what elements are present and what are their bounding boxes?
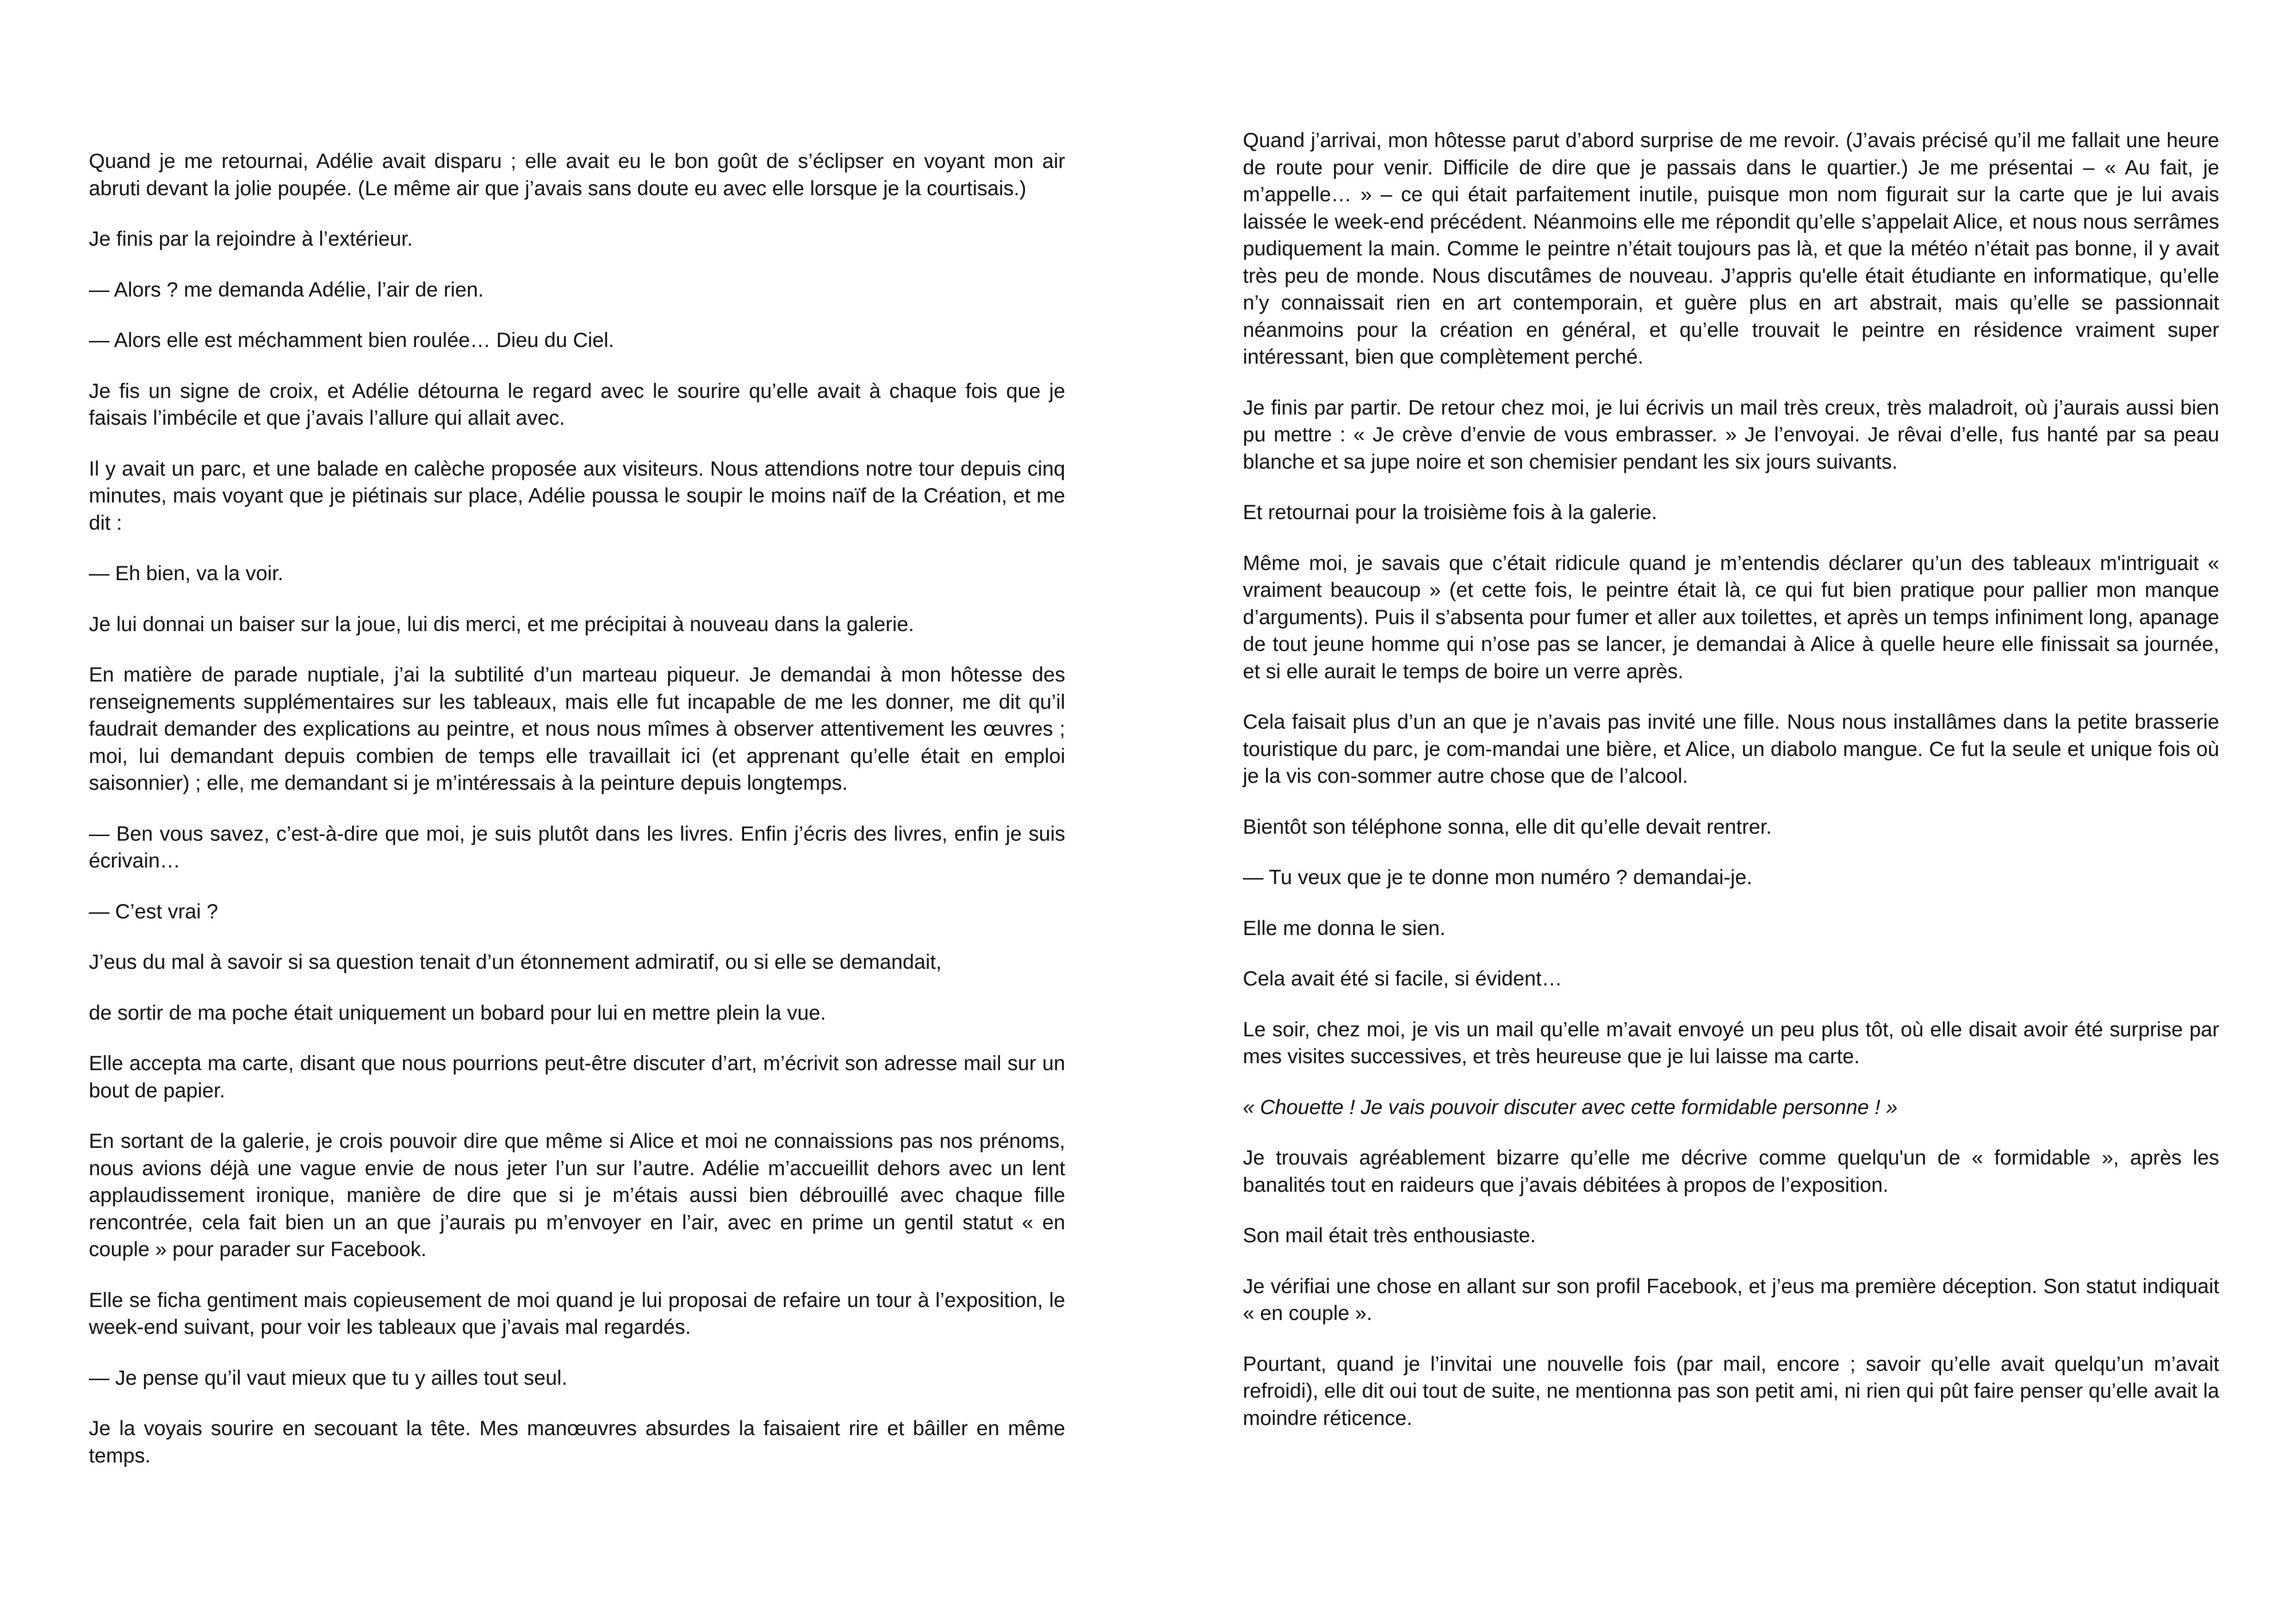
dialogue-line: — Tu veux que je te donne mon numéro ? demandai-je. bbox=[1243, 866, 1752, 889]
paragraph: Elle accepta ma carte, disant que nous pourrions peut-être discuter d’art, m’écrivit son adresse mail sur un bout de papier. bbox=[89, 1052, 1065, 1102]
paragraph: Je lui donnai un baiser sur la joue, lui dis merci, et me précipitai à nouveau dans la galerie. bbox=[89, 613, 914, 636]
paragraph: J’eus du mal à savoir si sa question tenait d’un étonnement admiratif, ou si elle se demandait, bbox=[89, 951, 942, 973]
paragraph: de sortir de ma poche était uniquement un bobard pour lui en mettre plein la vue. bbox=[89, 1001, 826, 1024]
paragraph: En sortant de la galerie, je crois pouvoir dire que même si Alice et moi ne connaissions pas nos prénoms, nous avions déjà une vague envie de nous jeter l’un sur l’autre. Adélie m’accueillit dehors avec un lent applaudissement ironique, manière de dire que si je m’étais aussi bien débrouillé avec chaque fille rencontrée, cela fait bien un an que j’aurais pu m’envoyer en l’air, avec en prime un gentil statut « en couple » pour parader sur Facebook. bbox=[89, 1130, 1065, 1261]
paragraph: Je vérifiai une chose en allant sur son profil Facebook, et j’eus ma première déception. Son statut indiquait « en couple ». bbox=[1243, 1275, 2219, 1325]
paragraph: Je finis par la rejoindre à l’extérieur. bbox=[89, 228, 413, 250]
paragraph: Quand je me retournai, Adélie avait disparu ; elle avait eu le bon goût de s’éclipser en voyant mon air abruti devant la jolie poupée. (Le même air que j’avais sans doute eu avec elle lorsque je la courtisais.) bbox=[89, 150, 1065, 200]
paragraph: Cela faisait plus d’un an que je n’avais pas invité une fille. Nous nous installâmes dans la petite brasserie touristique du parc, je com-mandai une bière, et Alice, un diabolo mangue. Ce fut la seule et unique fois où je la vis con-sommer autre chose que de l’alcool. bbox=[1243, 711, 2219, 787]
dialogue-line: — Ben vous savez, c’est-à-dire que moi, je suis plutôt dans les livres. Enfin j’écris des livres, enfin je suis écrivain… bbox=[89, 822, 1065, 872]
paragraph: Et retournai pour la troisième fois à la galerie. bbox=[1243, 501, 1657, 524]
left-page-text bbox=[89, 148, 1065, 1493]
paragraph: Je trouvais agréablement bizarre qu’elle me décrive comme quelqu'un de « formidable », après les banalités tout en raideurs que j’avais débitées à propos de l’exposition. bbox=[1243, 1146, 2219, 1196]
dialogue-line: — Je pense qu’il vaut mieux que tu y ailles tout seul. bbox=[89, 1366, 567, 1389]
paragraph: Pourtant, quand je l’invitai une nouvelle fois (par mail, encore ; savoir qu’elle avait quelqu’un m’avait refroidi), elle dit oui tout de suite, ne mentionna pas son petit ami, ni rien qui pût faire penser qu’elle avait la moindre réticence. bbox=[1243, 1352, 2219, 1430]
paragraph: Bientôt son téléphone sonna, elle dit qu’elle devait rentrer. bbox=[1243, 815, 1772, 838]
paragraph: En matière de parade nuptiale, j’ai la subtilité d’un marteau piqueur. Je demandai à mon hôtesse des renseignements supplémentaires sur les tableaux, mais elle fut incapable de me les donner, me dit qu’il faudrait demander des explications au peintre, et nous nous mîmes à observer attentivement les œuvres ; moi, lui demandant depuis combien de temps elle travaillait ici (et apprenant qu’elle était en emploi saisonnier) ; elle, me demandant si je m’intéressais à la peinture depuis longtemps. bbox=[89, 663, 1065, 794]
paragraph: Elle me donna le sien. bbox=[1243, 917, 1446, 940]
dialogue-line: — Eh bien, va la voir. bbox=[89, 562, 284, 585]
paragraph: Je la voyais sourire en secouant la tête. Mes manœuvres absurdes la faisaient rire et bâiller en même temps. bbox=[89, 1417, 1065, 1467]
paragraph: Elle se ficha gentiment mais copieusement de moi quand je lui proposai de refaire un tour à l’exposition, le week-end suivant, pour voir les tableaux que j’avais mal regardés. bbox=[89, 1288, 1065, 1338]
email-quote: « Chouette ! Je vais pouvoir discuter avec cette formidable personne ! » bbox=[1243, 1096, 1898, 1119]
paragraph: Je fis un signe de croix, et Adélie détourna le regard avec le sourire qu’elle avait à chaque fois que je faisais l’imbécile et que j’avais l’allure qui allait avec. bbox=[89, 379, 1065, 429]
paragraph: Même moi, je savais que c’était ridicule quand je m’entendis déclarer qu’un des tableaux m'intriguait « vraiment beaucoup » (et cette fois, le peintre était là, ce qui fut bien pratique pour pallier mon manque d’arguments). Puis il s’absenta pour fumer et aller aux toilettes, et après un temps infiniment long, apanage de tout jeune homme qui n’ose pas se lancer, je demandai à Alice à quelle heure elle finissait sa journée, et si elle aurait le temps de boire un verre après. bbox=[1243, 551, 2219, 683]
dialogue-line: — Alors elle est méchamment bien roulée… Dieu du Ciel. bbox=[89, 329, 614, 352]
dialogue-line: — C’est vrai ? bbox=[89, 900, 218, 923]
paragraph: Il y avait un parc, et une balade en calèche proposée aux visiteurs. Nous attendions notre tour depuis cinq minutes, mais voyant que je piétinais sur place, Adélie poussa le soupir le moins naïf de la Création, et me dit : bbox=[89, 457, 1065, 534]
paragraph: Le soir, chez moi, je vis un mail qu’elle m’avait envoyé un peu plus tôt, où elle disait avoir été surprise par mes visites successives, et très heureuse que je lui laisse ma carte. bbox=[1243, 1018, 2219, 1068]
paragraph: Je finis par partir. De retour chez moi, je lui écrivis un mail très creux, très maladroit, où j’aurais aussi bien pu mettre : « Je crève d’envie de vous embrasser. » Je l’envoyai. Je rêvai d’elle, fus hanté par sa peau blanche et sa jupe noire et son chemisier pendant les six jours suivants. bbox=[1243, 396, 2219, 473]
dialogue-line: — Alors ? me demanda Adélie, l’air de rien. bbox=[89, 278, 484, 301]
right-page-text bbox=[1243, 127, 2219, 1456]
paragraph: Son mail était très enthousiaste. bbox=[1243, 1224, 1536, 1247]
paragraph: Cela avait été si facile, si évident… bbox=[1243, 967, 1563, 990]
paragraph: Quand j’arrivai, mon hôtesse parut d’abord surprise de me revoir. (J’avais précisé qu’il me fallait une heure de route pour venir. Difficile de dire que je passais dans le quartier.) Je me présentai – « Au fait, je m’appelle… » – ce qui était parfaitement inutile, puisque mon nom figurait sur la carte que je lui avais laissée le week-end précédent. Néanmoins elle me répondit qu’elle s’appelait Alice, et nous nous serrâmes pudiquement la main. Comme le peintre n’était toujours pas là, et que la météo n’était pas bonne, il y avait très peu de monde. Nous discutâmes de nouveau. J’appris qu'elle était étudiante en informatique, qu’elle n’y connaissait rien en art contemporain, et guère plus en art abstrait, mais qu’elle se passionnait néanmoins pour la création en général, et qu’elle trouvait le peintre en résidence vraiment super intéressant, bien que complètement perché. bbox=[1243, 129, 2219, 368]
